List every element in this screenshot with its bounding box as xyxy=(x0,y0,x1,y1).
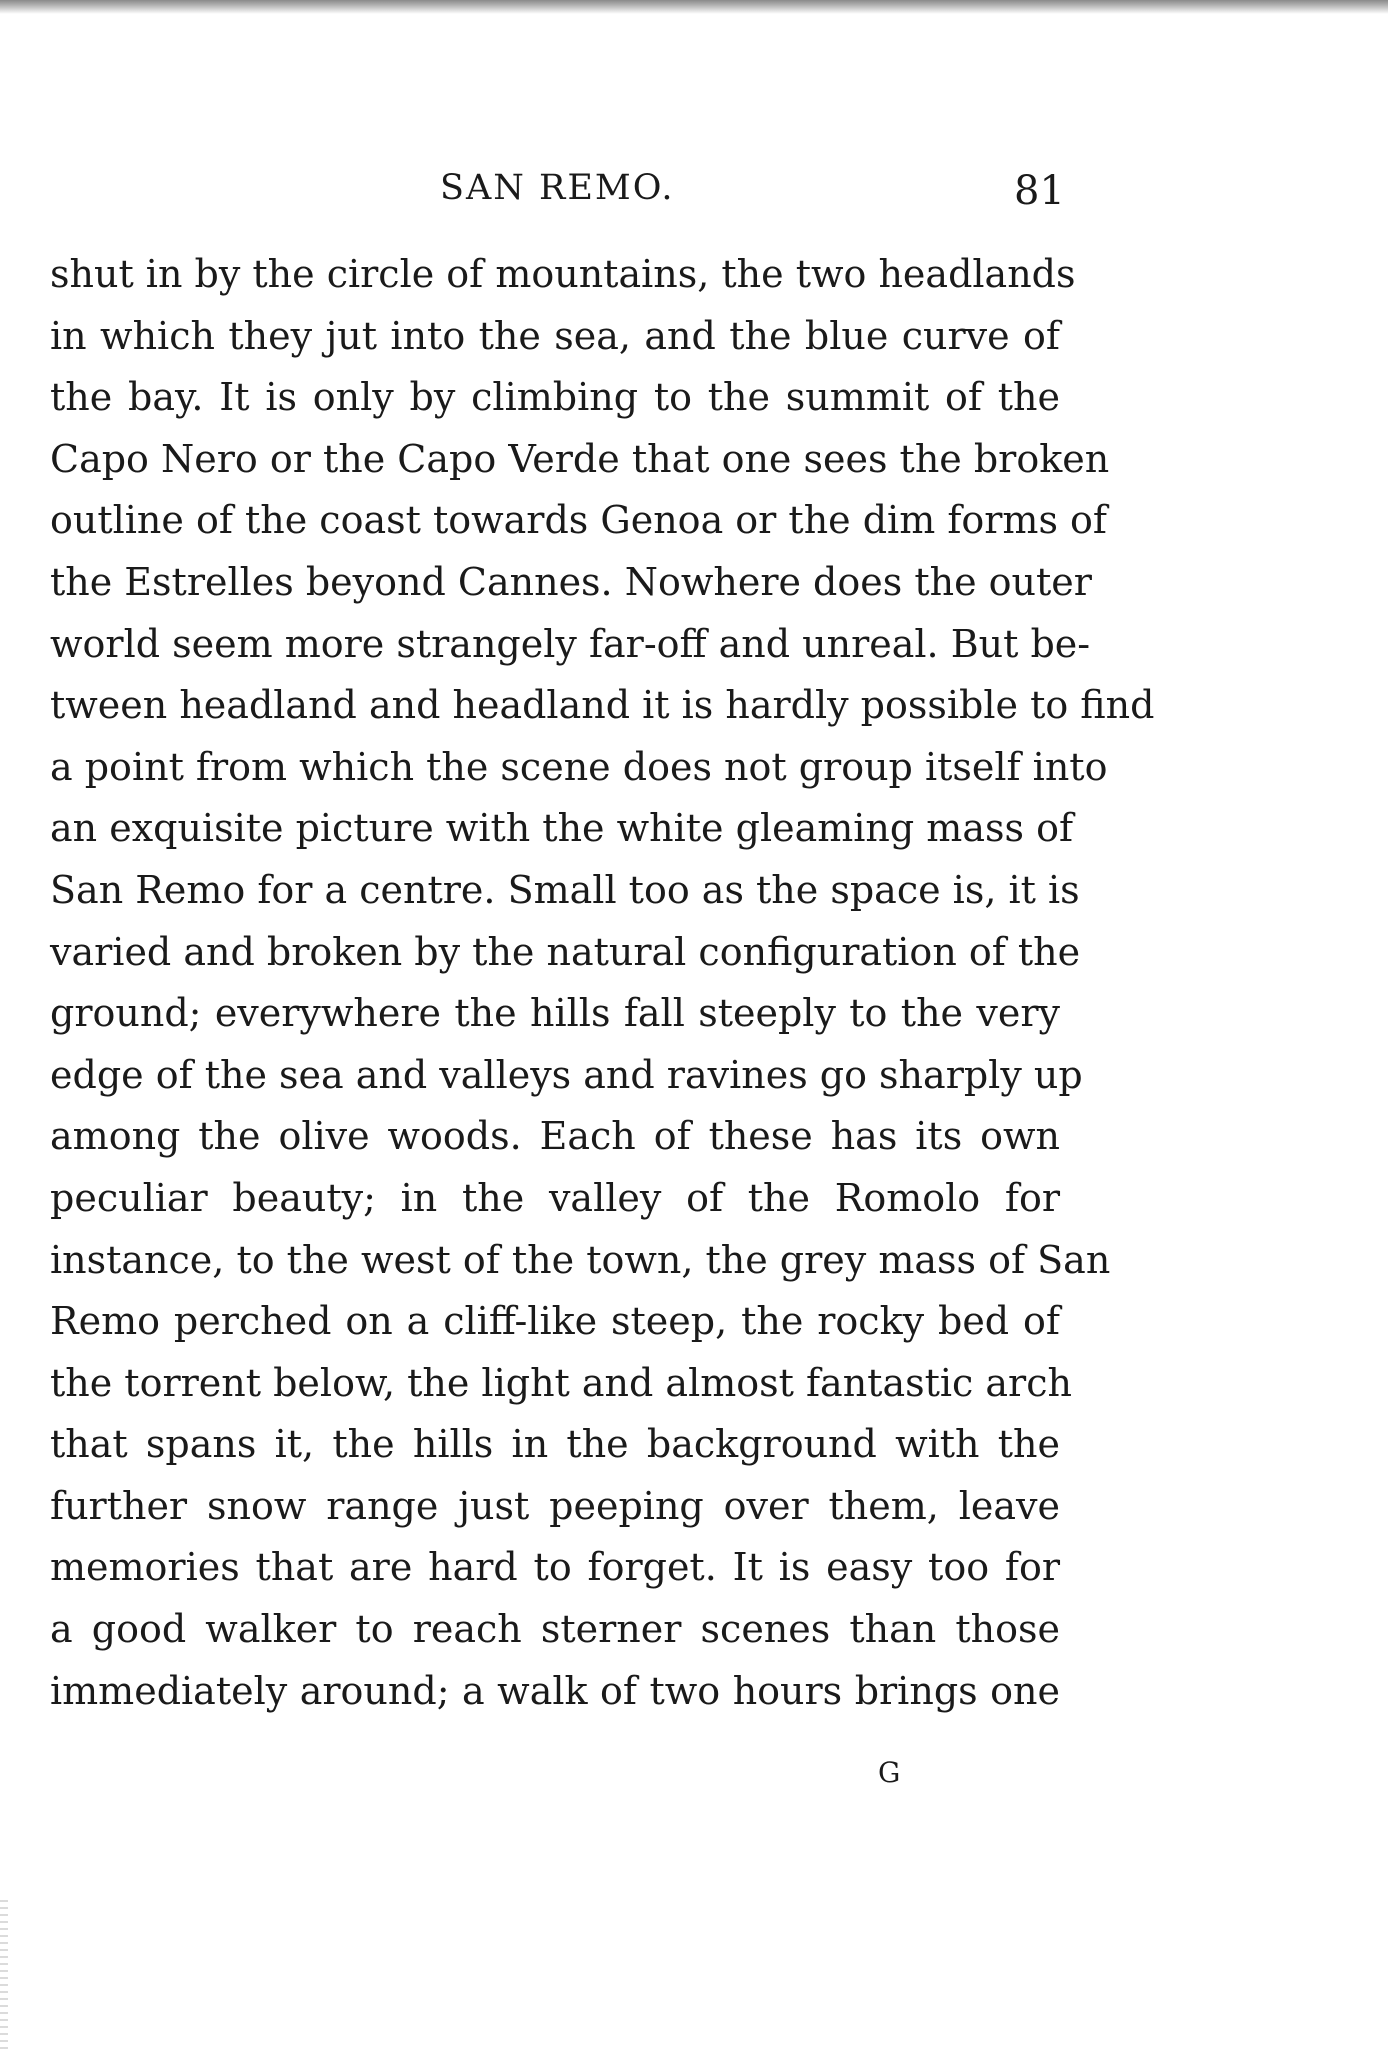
text-line: edge of the sea and valleys and ravines go sharply up xyxy=(50,1052,1083,1097)
text-line: a point from which the scene does not group itself into xyxy=(50,744,1108,789)
text-line: in which they jut into the sea, and the blue curve of xyxy=(50,313,1060,358)
text-line: shut in by the circle of mountains, the two headlands xyxy=(50,252,1076,296)
running-head: SAN REMO. xyxy=(440,168,675,208)
text-line: a good walker to reach sterner scenes than those xyxy=(50,1607,1060,1652)
text-line: the torrent below, the light and almost fantastic arch xyxy=(50,1360,1072,1405)
text-line: Capo Nero or the Capo Verde that one sees the broken xyxy=(50,436,1110,481)
text-line: instance, to the west of the town, the grey mass of San xyxy=(50,1237,1111,1282)
body-text xyxy=(50,244,1155,1722)
text-line: the Estrelles beyond Cannes. Nowhere does the outer xyxy=(50,559,1092,604)
text-line: among the olive woods. Each of these has its own xyxy=(50,1114,1060,1159)
text-line: Remo perched on a cliff-like steep, the rocky bed of xyxy=(50,1299,1060,1344)
text-line: San Remo for a centre. Small too as the space is, it is xyxy=(50,867,1080,912)
text-line: varied and broken by the natural configuration of the xyxy=(50,929,1081,974)
text-line: that spans it, the hills in the background with the xyxy=(50,1422,1060,1467)
text-line: ground; everywhere the hills fall steeply to the very xyxy=(50,991,1060,1036)
text-line: memories that are hard to forget. It is easy too for xyxy=(50,1545,1060,1590)
text-line: tween headland and headland it is hardly possible to find xyxy=(50,683,1155,728)
text-line: an exquisite picture with the white gleaming mass of xyxy=(50,806,1074,851)
page-left-edge xyxy=(0,1900,8,2050)
text-line: world seem more strangely far-off and unreal. But be- xyxy=(50,621,1091,666)
signature-mark: G xyxy=(878,1756,901,1789)
text-line: immediately around; a walk of two hours brings one xyxy=(50,1668,1060,1713)
text-line: peculiar beauty; in the valley of the Romolo for xyxy=(50,1175,1060,1220)
page-top-edge xyxy=(0,0,1388,14)
text-line: outline of the coast towards Genoa or the dim forms of xyxy=(50,498,1107,543)
text-line: further snow range just peeping over them, leave xyxy=(50,1483,1060,1528)
page-number: 81 xyxy=(1014,168,1065,214)
text-line: the bay. It is only by climbing to the summit of the xyxy=(50,375,1060,420)
